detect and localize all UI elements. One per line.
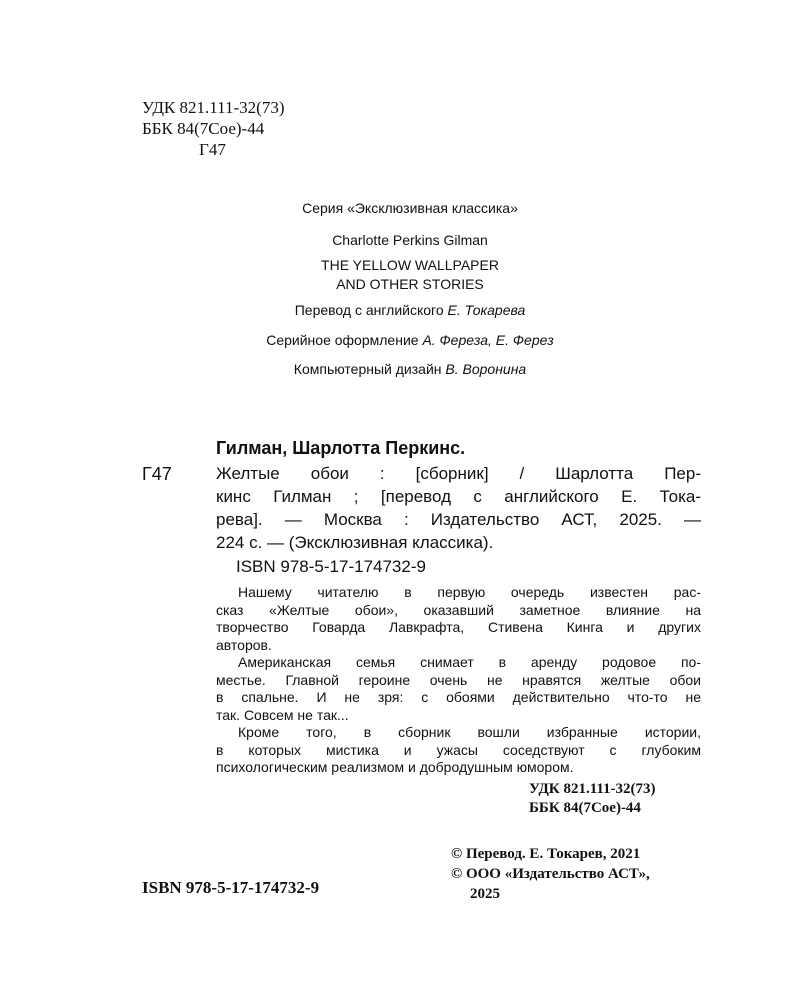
annotation-line: Кроме того, в сборник вошли избранные истории, xyxy=(238,724,701,740)
author-heading: Гилман, Шарлотта Перкинс. xyxy=(216,438,466,458)
computer-design-name: В. Воронина xyxy=(445,361,527,377)
annotation xyxy=(216,584,701,777)
classification-block xyxy=(142,97,284,160)
computer-design-credit xyxy=(180,361,640,377)
series-line: Серия «Эксклюзивная классика» xyxy=(302,200,518,216)
bibliographic-line: рева]. — Москва : Издательство АСТ, 2025. — xyxy=(216,510,701,529)
bibliographic-line: 224 с. — (Эксклюзивная классика). xyxy=(216,533,494,552)
annotation-line: психологическим реализмом и добродушным юмором. xyxy=(216,759,574,775)
series-design-name: А. Фереза, Е. Ферез xyxy=(422,332,554,348)
translation-label: Перевод с английского xyxy=(294,302,444,318)
copyright-block xyxy=(451,844,650,904)
copyright-publisher: © ООО «Издательство АСТ», xyxy=(451,866,650,882)
annotation-line: сказ «Желтые обои», оказавший заметное влияние на xyxy=(216,601,701,618)
original-author: Charlotte Perkins Gilman xyxy=(332,232,488,248)
computer-design-label: Компьютерный дизайн xyxy=(293,361,442,377)
original-title-line: THE YELLOW WALLPAPER xyxy=(321,257,499,273)
udk-code: УДК 821.111-32(73) xyxy=(142,98,285,117)
translation-name: Е. Токарева xyxy=(447,302,526,318)
annotation-line: Американская семья снимает в аренду родовое по- xyxy=(238,654,701,670)
annotation-line: в которых мистика и ужасы соседствуют с глубоким xyxy=(216,741,701,758)
footer-bbk: ББК 84(7Сое)-44 xyxy=(529,800,641,816)
annotation-line: в спальне. И не зря: с обоями действительно что-то не xyxy=(216,689,701,705)
annotation-line: Нашему читателю в первую очередь известен рас- xyxy=(238,584,701,600)
bibliographic-line: Желтые обои : [сборник] / Шарлотта Пер- xyxy=(216,464,701,483)
bbk-code: ББК 84(7Сое)-44 xyxy=(142,119,265,138)
copyright-year: 2025 xyxy=(470,886,500,902)
isbn-inline: ISBN 978-5-17-174732-9 xyxy=(236,557,426,576)
series-design-label: Серийное оформление xyxy=(266,332,419,348)
original-title-line: AND OTHER STORIES xyxy=(336,276,484,292)
author-mark: Г47 xyxy=(199,140,226,159)
footer-classification xyxy=(529,780,656,818)
series-design-credit xyxy=(180,332,640,348)
footer-udk: УДК 821.111-32(73) xyxy=(529,781,656,797)
bibliographic-description xyxy=(216,462,701,554)
author-mark-side: Г47 xyxy=(142,464,172,484)
copyright-translation: © Перевод. Е. Токарев, 2021 xyxy=(451,846,641,862)
original-title xyxy=(180,256,640,294)
annotation-line: так. Совсем не так... xyxy=(216,706,349,723)
annotation-line: творчество Говарда Лавкрафта, Стивена Кинга и других xyxy=(216,619,701,635)
annotation-line: авторов. xyxy=(216,636,272,653)
bibliographic-line: кинс Гилман ; [перевод с английского Е. Тока- xyxy=(216,487,701,506)
translation-credit xyxy=(180,302,640,318)
isbn-bottom: ISBN 978-5-17-174732-9 xyxy=(142,878,320,897)
annotation-line: местье. Главной героине очень не нравятся желтые обои xyxy=(216,671,701,688)
